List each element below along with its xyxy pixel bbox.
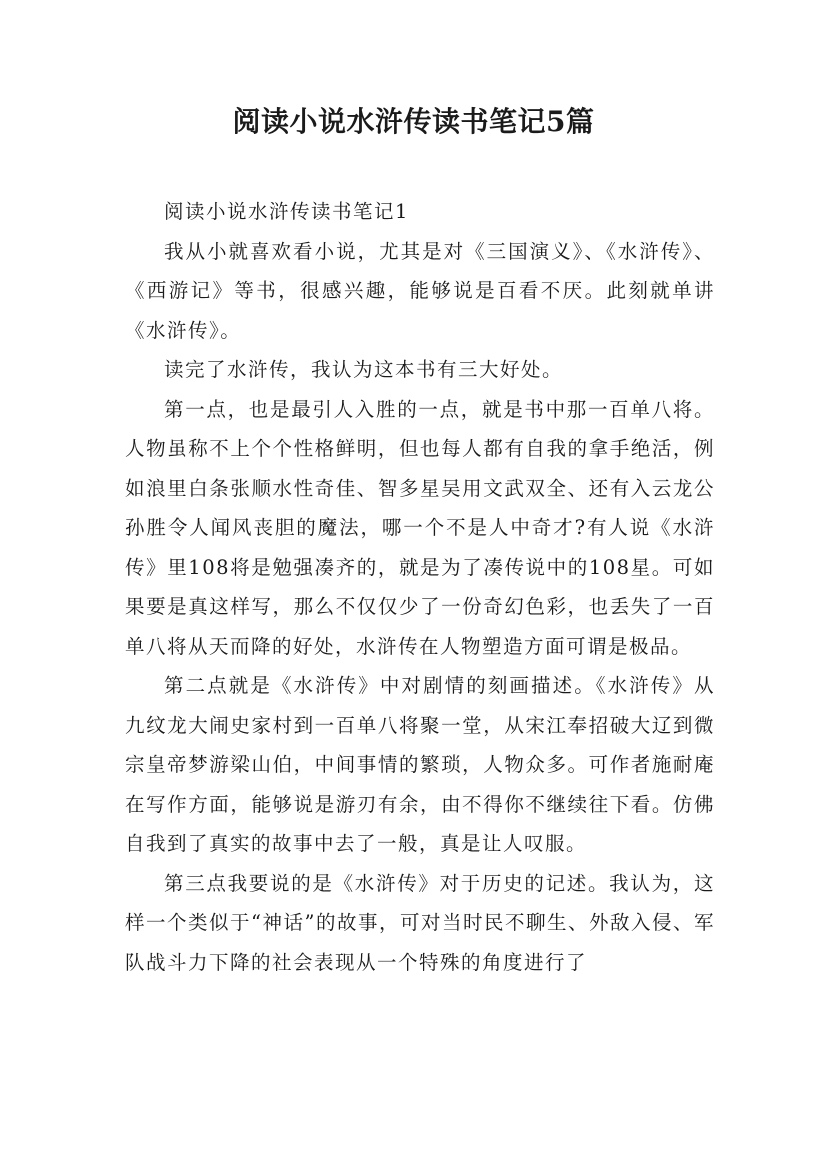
section-heading: 阅读小说水浒传读书笔记1 bbox=[164, 200, 409, 223]
paragraph: 第二点就是《水浒传》中对剧情的刻画描述。《水浒传》从九纹龙大闹史家村到一百单八将聚一堂，从宋江奉招破大辽到微宗皇帝梦游梁山伯，中间事情的繁琐，人物众多。可作者施耐庵在写作方面，能够说是游刃有余，由不得你不继续往下看。仿佛自我到了真实的故事中去了一般，真是让人叹服。 bbox=[125, 674, 715, 855]
document-body bbox=[125, 192, 715, 982]
document-title: 阅读小说水浒传读书笔记5篇 bbox=[232, 105, 595, 138]
paragraph: 我从小就喜欢看小说，尤其是对《三国演义》、《水浒传》、《西游记》等书，很感兴趣，能够说是百看不厌。此刻就单讲《水浒传》。 bbox=[125, 239, 715, 342]
paragraph: 第一点，也是最引人入胜的一点，就是书中那一百单八将。人物虽称不上个个性格鲜明，但也每人都有自我的拿手绝活，例如浪里白条张顺水性奇佳、智多星吴用文武双全、还有入云龙公孙胜令人闻风丧胆的魔法，哪一个不是人中奇才?有人说《水浒传》里108将是勉强凑齐的，就是为了凑传说中的108星。可如果要是真这样写，那么不仅仅少了一份奇幻色彩，也丢失了一百单八将从天而降的好处，水浒传在人物塑造方面可谓是极品。 bbox=[125, 397, 715, 658]
paragraph: 第三点我要说的是《水浒传》对于历史的记述。我认为，这样一个类似于“神话”的故事，可对当时民不聊生、外敌入侵、军队战斗力下降的社会表现从一个特殊的角度进行了 bbox=[125, 871, 715, 974]
paragraph: 读完了水浒传，我认为这本书有三大好处。 bbox=[164, 358, 564, 381]
